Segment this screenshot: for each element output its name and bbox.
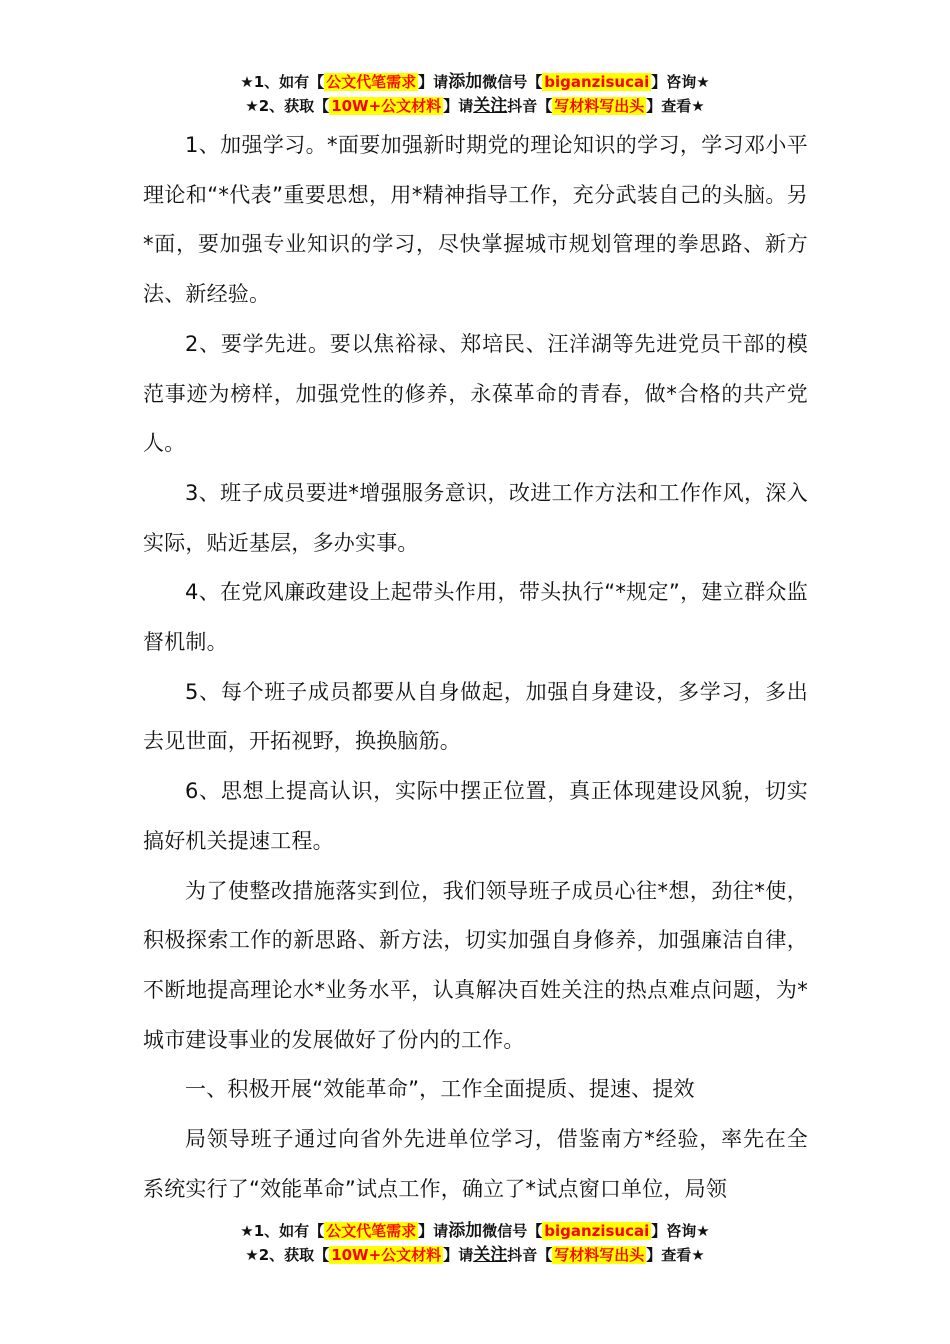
banner-text: 微信号【 [482, 73, 543, 91]
banner-text: 】咨询★ [651, 1222, 710, 1240]
banner-text: 】请 [418, 1222, 449, 1240]
section-heading: 一、积极开展“效能革命”，工作全面提质、提速、提效 [185, 1077, 695, 1102]
highlight-label: 10W+公文材料 [331, 1246, 442, 1264]
banner-text: 】请 [443, 97, 474, 115]
banner-text: 】查看★ [646, 97, 705, 115]
banner-line-2 [0, 94, 950, 118]
paragraph: 为了使整改措施落实到位，我们领导班子成员心往*想，劲往*使，积极探索工作的新思路、新方法，切实加强自身修养，加强廉洁自律，不断地提高理论水*业务水平，认真解决百姓关注的热点难点问题，为*城市建设事业的发展做好了份内的工作。 [143, 878, 808, 1052]
banner-text: 微信号【 [482, 1222, 543, 1240]
banner-text: 抖音【 [507, 1246, 553, 1264]
douyin-name-label: 写材料写出头 [554, 1246, 645, 1264]
paragraph: 2、要学先进。要以焦裕禄、郑培民、汪洋湖等先进党员干部的模范事迹为榜样，加强党性的修养，永葆革命的青春，做*合格的共产党人。 [143, 331, 808, 456]
footer-banner [0, 1219, 950, 1267]
document-body [143, 121, 808, 1214]
paragraph: 4、在党风廉政建设上起带头作用，带头执行“*规定”，建立群众监督机制。 [143, 580, 808, 655]
highlight-label: 公文代笔需求 [326, 1222, 417, 1240]
highlight-label: 10W+公文材料 [331, 97, 442, 115]
paragraph: 3、班子成员要进*增强服务意识，改进工作方法和工作作风，深入实际，贴近基层，多办实事。 [143, 480, 808, 555]
paragraph: 局领导班子通过向省外先进单位学习，借鉴南方*经验，率先在全系统实行了“效能革命”试点工作，确立了*试点窗口单位，局领 [143, 1127, 808, 1201]
banner-text: 关注 [473, 1245, 508, 1265]
banner-text: 】请 [443, 1246, 474, 1264]
banner-text: 】咨询★ [651, 73, 710, 91]
banner-text: ★2、获取【 [245, 1246, 330, 1264]
banner-text: 添加 [448, 1221, 483, 1241]
paragraph: 1、加强学习。*面要加强新时期党的理论知识的学习，学习邓小平理论和“*代表”重要思想，用*精神指导工作，充分武装自己的头脑。另*面，要加强专业知识的学习，尽快掌握城市规划管理的拳思路、新方法、新经验。 [143, 133, 808, 307]
banner-text: 】请 [418, 73, 449, 91]
paragraph: 5、每个班子成员都要从自身做起，加强自身建设，多学习，多出去见世面，开拓视野，换换脑筋。 [143, 679, 808, 754]
wechat-id-label: biganzisucai [544, 73, 650, 91]
banner-text: 】查看★ [646, 1246, 705, 1264]
banner-text: ★2、获取【 [245, 97, 330, 115]
banner-text: 关注 [473, 96, 508, 116]
paragraph: 6、思想上提高认识，实际中摆正位置，真正体现建设风貌，切实搞好机关提速工程。 [143, 779, 808, 853]
banner-line-2 [0, 1243, 950, 1267]
wechat-id-label: biganzisucai [544, 1222, 650, 1240]
header-banner [0, 70, 950, 118]
banner-text: ★1、如有【 [240, 1222, 325, 1240]
banner-line-1 [0, 1219, 950, 1243]
douyin-name-label: 写材料写出头 [554, 97, 645, 115]
highlight-label: 公文代笔需求 [326, 73, 417, 91]
banner-text: 添加 [448, 72, 483, 92]
banner-text: 抖音【 [507, 97, 553, 115]
banner-line-1 [0, 70, 950, 94]
banner-text: ★1、如有【 [240, 73, 325, 91]
